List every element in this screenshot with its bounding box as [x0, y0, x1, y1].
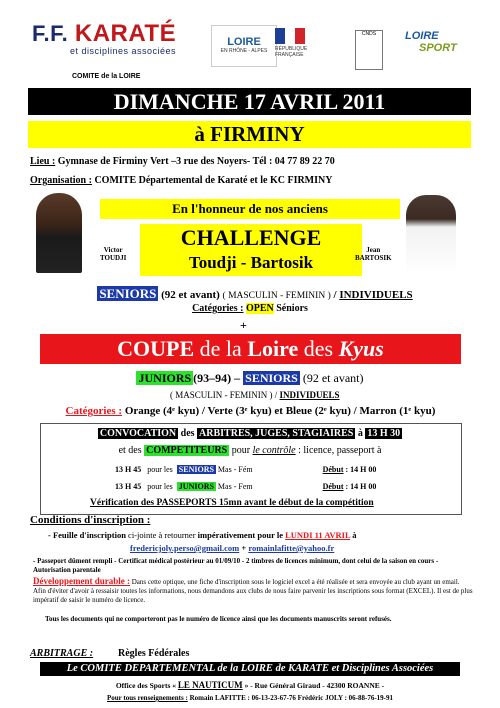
seniors-badge: SENIORS	[99, 286, 157, 301]
individuels-2: INDIVIDUELS	[279, 390, 340, 400]
verification-line: Vérification des PASSEPORTS 15mn avant le début de la compétition	[90, 498, 374, 508]
venue-text: Gymnase de Firminy Vert –3 rue des Noyers- Tél : 04 77 89 22 70	[55, 156, 335, 167]
seniors-years: (92 et avant)	[158, 289, 223, 301]
convocation-line1	[60, 428, 440, 439]
name-toudji-first: Victor	[103, 246, 123, 254]
conv2-competiteurs: COMPETITEURS	[146, 445, 228, 456]
masc-fem-text: ( MASCULIN - FEMININ ) /	[170, 390, 280, 400]
french-flag-icon	[275, 28, 305, 44]
juniors-badge: JUNIORS	[138, 371, 192, 385]
photo-toudji	[36, 193, 82, 273]
cond1-b: ci-jointe à retourner	[125, 530, 198, 540]
conditions-emails	[130, 543, 334, 553]
email-frederic[interactable]: fredericjoly.perso@gmail.com	[130, 543, 240, 553]
email-sep: +	[239, 543, 249, 553]
coupe-c: Loire	[247, 336, 299, 361]
row-seniors-group: SENIORS	[178, 465, 214, 474]
coupe-b: de la	[194, 336, 248, 361]
coupe-banner	[40, 334, 461, 364]
venue-line	[30, 156, 335, 167]
convocation-des: des	[178, 428, 198, 439]
name-toudji	[100, 246, 126, 262]
republique-text: RÉPUBLIQUE FRANÇAISE	[275, 46, 308, 58]
convocation-row-seniors	[115, 465, 376, 474]
loire-logo-subtitle: EN RHÔNE - ALPES	[220, 48, 268, 54]
cond1-e: à	[350, 530, 357, 540]
cond1-c: impérativement pour le	[197, 530, 286, 540]
loire-sport-logo	[405, 30, 465, 66]
conv2-a: et des	[118, 445, 145, 456]
categories-open-rest: Séniors	[273, 303, 308, 314]
seniors-sex: ( MASCULIN - FEMININ )	[222, 291, 331, 301]
row-juniors-group: JUNIORS	[178, 482, 214, 491]
coupe-a: COUPE	[117, 336, 195, 361]
juniors-dash: –	[231, 371, 244, 385]
seniors-line	[75, 286, 435, 302]
convocation-a: à	[355, 428, 366, 439]
categories-kyu-label: Catégories :	[65, 405, 123, 417]
convocation-label: CONVOCATION	[99, 428, 177, 439]
conditions-line1	[48, 530, 357, 540]
row-juniors-time: 13 H 45	[115, 482, 142, 491]
footer-address-c: » - Rue Général Giraud - 42300 ROANNE -	[242, 681, 385, 690]
categories-open-label: Catégories :	[192, 303, 244, 314]
categories-kyu-text: Orange (4ᵉ kyu) / Verte (3ᵉ kyu) et Bleue (2ᵉ kyu) / Marron (1ᵉ kyu)	[122, 405, 436, 417]
loire-logo-text: LOIRE	[227, 36, 261, 48]
categories-open	[100, 303, 400, 314]
row-juniors-pour: pour les	[147, 482, 173, 491]
coupe-e: Kyus	[338, 336, 384, 361]
name-toudji-last: TOUDJI	[100, 254, 127, 262]
conditions-para1: - Passeport dûment rempli - Certificat médical postérieur au 01/09/10 - 2 timbres de licences minimum, dont celui de la saison en cours -Autorisation parentale	[33, 557, 439, 574]
juniors-line	[60, 371, 440, 386]
loire-sport-b: SPORT	[419, 42, 457, 54]
conditions-para2	[33, 577, 473, 605]
row-seniors-sex: Mas - Fém	[217, 465, 253, 474]
republique-logo	[275, 28, 325, 72]
convocation-time: 13 H 30	[367, 428, 401, 439]
name-bartosik	[355, 246, 392, 262]
event-date: DIMANCHE 17 AVRIL 2011	[28, 88, 471, 115]
comite-label: COMITE de la LOIRE	[72, 73, 141, 80]
footer-contacts-label: Pour tous renseignements :	[106, 694, 188, 702]
convocation-line2	[60, 445, 440, 456]
dev-durable-label: Développement durable :	[33, 576, 130, 586]
cnds-logo	[355, 30, 383, 70]
cnds-text: CNDS	[361, 31, 377, 37]
row-juniors-debut: Début	[322, 482, 344, 491]
conditions-title: Conditions d'inscription :	[30, 514, 151, 526]
challenge-names: Toudji - Bartosik	[188, 253, 314, 272]
dev-durable-text: Dans cette optique, une fiche d'inscription sous le logiciel excel a été réalisée et sera envoyée au club ayant un email. Afin d'éviter d'avoir à ressaisir toutes les informations, nous demandons aux clubs de nous faire parvenir les inscriptions sous format (EXCEL). Il est de plus impératif de saisir le numéro de licence.	[33, 578, 473, 604]
footer-address	[40, 680, 460, 690]
name-bartosik-last: BARTOSIK	[355, 254, 392, 262]
footer-contacts-text: Romain LAFITTE : 06-13-23-67-76 Frédéric JOLY : 06-88-76-19-91	[187, 694, 393, 702]
footer-address-a: Office des Sports «	[115, 681, 178, 690]
loire-logo	[211, 25, 277, 67]
organisation-label: Organisation :	[30, 175, 92, 186]
ffk-logo-subtitle: et disciplines associées	[70, 46, 177, 56]
footer-nauticum: LE NAUTICUM	[177, 680, 243, 690]
challenge-title: CHALLENGE	[180, 225, 322, 250]
row-seniors-time: 13 H 45	[115, 465, 142, 474]
row-seniors-start: : 14 H 00	[345, 465, 377, 474]
organisation-line	[30, 175, 332, 186]
loire-sport-a: LOIRE	[405, 30, 439, 42]
masc-fem-line	[170, 390, 340, 400]
cond1-a: - Feuille d'inscription	[48, 530, 126, 540]
footer-banner: Le COMITE DEPARTEMENTAL de la LOIRE de KARATE et Disciplines Associées	[40, 662, 460, 676]
conditions-para3: Tous les documents qui ne comporteront pas le numéro de licence ainsi que les documents manuscrits seront refusés.	[45, 615, 392, 623]
row-juniors-sex: Mas - Fem	[217, 482, 253, 491]
row-seniors-debut: Début	[322, 465, 344, 474]
ffk-logo-karate: KARATÉ	[74, 20, 177, 47]
categories-open-value: OPEN	[245, 303, 274, 314]
email-romain[interactable]: romainlafitte@yahoo.fr	[248, 543, 335, 553]
conv2-controle: le contrôle	[252, 445, 296, 456]
seniors-sep: /	[330, 289, 340, 301]
ffk-logo	[32, 20, 176, 56]
photo-bartosik	[406, 195, 456, 275]
challenge-banner	[140, 224, 362, 276]
arbitrage-label: ARBITRAGE :	[30, 648, 94, 659]
event-city: à FIRMINY	[28, 121, 471, 148]
categories-kyu	[28, 405, 473, 417]
seniors-type: INDIVIDUELS	[339, 289, 413, 301]
seniors2-years: (92 et avant)	[299, 371, 364, 385]
cond1-date: LUNDI 11 AVRIL	[285, 530, 351, 540]
seniors2-badge: SENIORS	[245, 371, 298, 385]
footer-contacts	[40, 694, 460, 702]
convocation-who: ARBITRES, JUGES, STAGIAIRES	[199, 428, 354, 439]
row-seniors-pour: pour les	[147, 465, 173, 474]
organisation-text: COMITE Départemental de Karaté et le KC FIRMINY	[91, 175, 333, 186]
convocation-row-juniors	[115, 482, 376, 491]
honneur-banner: En l'honneur de nos anciens	[100, 199, 400, 219]
arbitrage-text: Règles Fédérales	[118, 648, 190, 659]
row-juniors-start: : 14 H 00	[345, 482, 377, 491]
plus-sign: +	[240, 318, 247, 332]
coupe-d: des	[298, 336, 339, 361]
ffk-logo-ff: F.F.	[32, 21, 69, 46]
conv2-c: pour	[229, 445, 253, 456]
conv2-e: : licence, passeport à	[295, 445, 382, 456]
name-bartosik-first: Jean	[366, 246, 381, 254]
juniors-years: (93–94)	[193, 371, 232, 385]
venue-label: Lieu :	[30, 156, 56, 167]
